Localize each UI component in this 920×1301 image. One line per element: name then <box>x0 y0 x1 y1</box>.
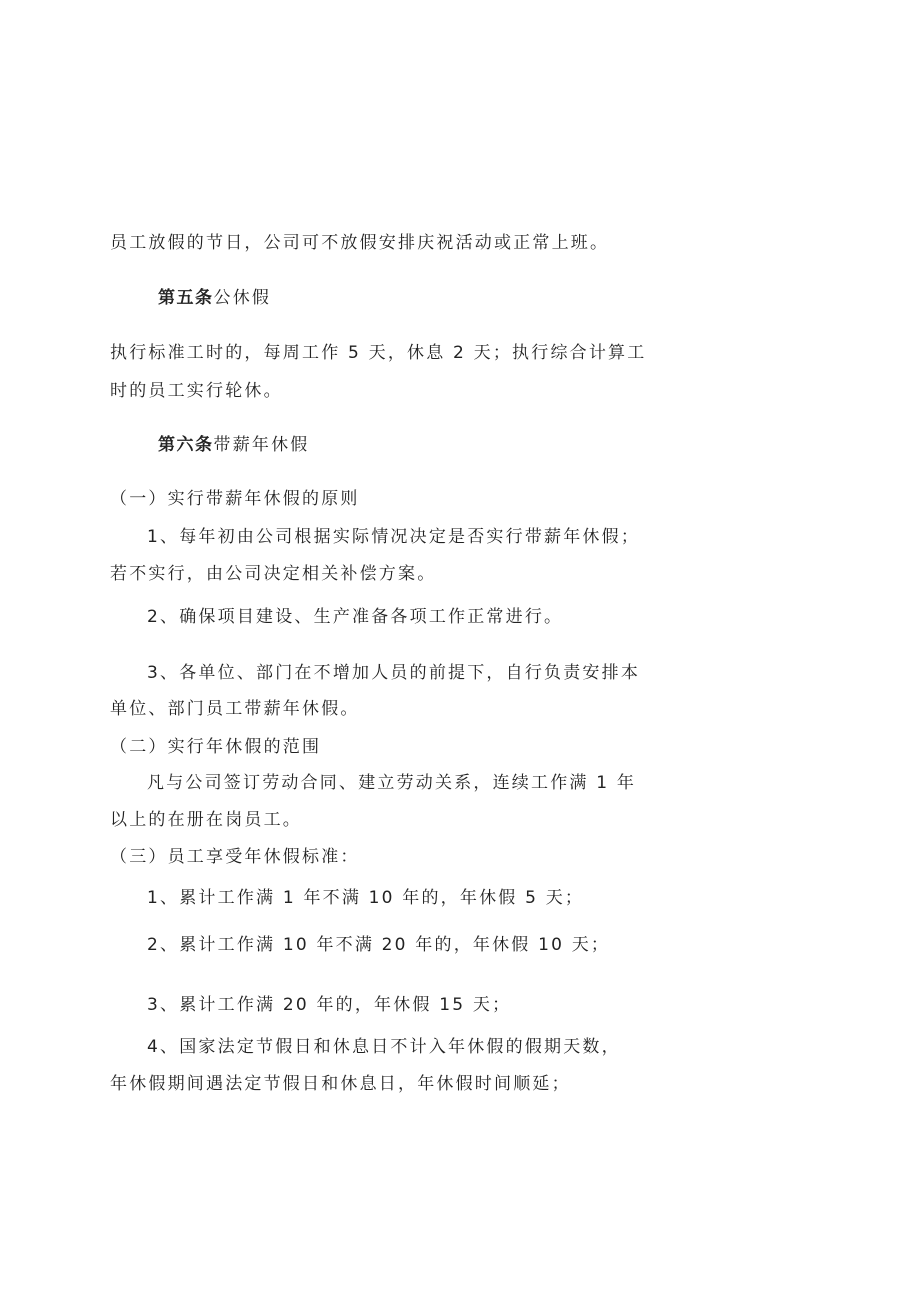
paragraph-line: 时的员工实行轮休。 <box>110 381 283 401</box>
paragraph-line: 年休假期间遇法定节假日和休息日，年休假时间顺延； <box>110 1074 571 1094</box>
article-label: 第六条 <box>158 435 214 455</box>
paragraph-line: 以上的在册在岗员工。 <box>110 810 302 830</box>
paragraph-line: 单位、部门员工带薪年休假。 <box>110 699 360 719</box>
article-title: 公休假 <box>213 288 272 308</box>
paragraph-line: 执行标准工时的，每周工作 5 天，休息 2 天；执行综合计算工 <box>110 343 647 363</box>
article-label: 第五条 <box>158 288 214 308</box>
list-item: 3、各单位、部门在不增加人员的前提下，自行负责安排本 <box>147 663 641 683</box>
section-heading: （三）员工享受年休假标准： <box>110 847 360 867</box>
article-heading-6 <box>158 434 310 456</box>
list-item: 1、累计工作满 1 年不满 10 年的，年休假 5 天； <box>147 888 585 908</box>
section-heading: （二）实行年休假的范围 <box>110 737 322 757</box>
list-item: 4、国家法定节假日和休息日不计入年休假的假期天数， <box>147 1037 621 1057</box>
section-heading: （一）实行带薪年休假的原则 <box>110 489 360 509</box>
list-item: 2、累计工作满 10 年不满 20 年的，年休假 10 天； <box>147 935 611 955</box>
paragraph-line: 员工放假的节日，公司可不放假安排庆祝活动或正常上班。 <box>110 233 610 253</box>
paragraph-line: 若不实行，由公司决定相关补偿方案。 <box>110 564 437 584</box>
article-title: 带薪年休假 <box>213 435 310 455</box>
list-item: 3、累计工作满 20 年的，年休假 15 天； <box>147 995 512 1015</box>
list-item: 1、每年初由公司根据实际情况决定是否实行带薪年休假； <box>147 527 641 547</box>
list-item: 2、确保项目建设、生产准备各项工作正常进行。 <box>147 607 564 627</box>
paragraph-line: 凡与公司签订劳动合同、建立劳动关系，连续工作满 1 年 <box>147 773 637 793</box>
article-heading-5 <box>158 287 271 309</box>
